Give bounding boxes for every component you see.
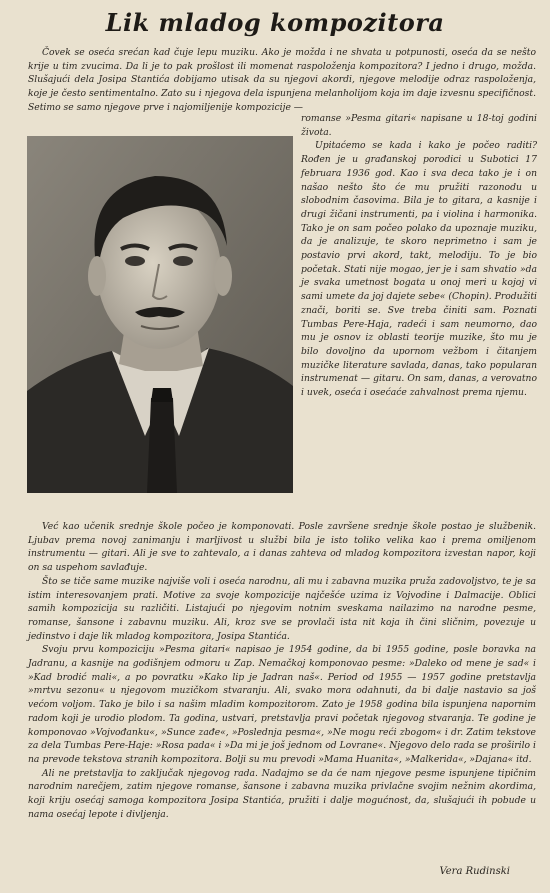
author-signature: Vera Rudinski [439, 866, 510, 877]
right-paragraph-1: romanse »Pesma gitari« napisane u 18-toj godini života. [301, 113, 537, 138]
article-intro [28, 46, 536, 115]
right-column-text [301, 112, 537, 400]
portrait-photo-icon [27, 136, 293, 493]
body-paragraph-2: Što se tiče same muzike najviše voli i oseća narodnu, ali mu i zabavna muzika pruža zadovoljstvo, te je sa istim interesovanjem prati. Motive za svoje kompozicije najčešće uzima iz Vojvodine i Dalmacije. Oblici samih kompozicija su različiti. Listajući po njegovim notnim sveskama nailazimo na narodne pesme, romanse, šansone i zabavnu muziku. Ali, kroz sve se provlači ista nit koja ih čini sličnim, povezuje u jedinstvo i daje lik mladog kompozitora, Josipa Stantića. [28, 575, 536, 642]
article-body [28, 520, 536, 821]
body-paragraph-1: Već kao učenik srednje škole počeo je komponovati. Posle završene srednje škole postao je službenik. Ljubav prema novoj zanimanju i marljivost u službi bila je isto toliko velika kao i prema omiljenom instrumentu — gitari. Ali je sve to zahtevalo, a i danas zahteva od mladog kompozitora izvestan napor, koji on sa uspehom savlađuje. [28, 521, 536, 574]
right-paragraph-2: Upitaćemo se kada i kako je počeo raditi? Rođen je u građanskoj porodici u Subotici 17 februara 1936 god. Kao i sva deca tako je i on našao nešto što će mu pružiti razonodu u slobodnim časovima. Bila je to gitara, a kasnije i drugi žičani instrumenti, pa i violina i harmonika. Tako je on sam počeo polako da upoznaje muziku, da je analizuje, te skoro neprimetno i sam je postavio prvi akord, takt, melodiju. To je bio početak. Stati nije mogao, jer je i sam shvatio »da je svaka umetnost bogata u onoj meri u kojoj vi sami umete da joj dajete sebe« (Chopin). Produžiti znači, boriti se. Sve treba činiti sam. Poznati Tumbas Pere-Haja, radeći i sam neumorno, dao mu je osnov iz oblasti teorije muzike, što mu je bilo dovoljno da upornom vežbom i čitanjem muzičke literature savlada, danas, tako popularan instrumenat — gitaru. On sam, danas, a verovatno i uvek, oseća i osećaće zahvalnost prema njemu. [301, 140, 537, 399]
body-paragraph-3: Svoju prvu kompoziciju »Pesma gitari« napisao je 1954 godine, da bi 1955 godine, posle boravka na Jadranu, a kasnije na godišnjem odmoru u Zap. Nemačkoj komponovao pesme: »Daleko od mene je sad« i »Kad brodić mali«, a po povratku »Kako lip je Jadran naš«. Period od 1955 — 1957 godine pretstavlja »mrtvu sezonu« u njegovom muzičkom stvaranju. Ali, svako mora odahnuti, da bi dalje nastavio sa još većom voljom. Tako je bilo i sa našim mladim kompozitorom. Zato je 1958 godina bila ispunjena napornim radom koji je urodio plodom. Ta godina, ustvari, pretstavlja pravi početak njegovog stvaranja. Te godine je komponovao »Vojvođanku«, »Sunce zađe«, »Poslednja pesma«, »Ne mogu reći zbogom« i dr. Zatim tekstove za dela Tumbas Pere-Haje: »Rosa pada« i »Da mi je još jednom od Lovrane«. Njegovo delo rada se proširilo i na prevode tekstova stranih kompozitora. Bolji su mu prevodi »Mama Huanita«, »Malkerida«, »Dajana« itd. [28, 644, 536, 765]
article-title: Lik mladog kompozitora [105, 8, 445, 37]
portrait-illustration [27, 136, 293, 493]
intro-paragraph: Čovek se oseća srećan kad čuje lepu muziku. Ako je možda i ne shvata u potpunosti, oseća da se nešto krije u tim zvucima. Da li je to pak prošlost ili momenat raspoloženja kompozitora? I jedno i drugo, možda. Slušajući dela Josipa Stantića dobijamo utisak da su njegovi akordi, njegove melodije odraz raspoloženja, koje je često sentimentalno. Zato su i njegova dela ispunjena melanholijom koja im daje izvesnu specifičnost. Setimo se samo njegove prve i najomiljenije kompozicije — [28, 47, 536, 113]
body-paragraph-4: Ali ne pretstavlja to zaključak njegovog rada. Nadajmo se da će nam njegove pesme ispunjene tipičnim narodnim narečjem, zatim njegove romanse, šansone i zabavna muzika privlačne svojim nežnim akordima, koji kriju osećaj samoga kompozitora Josipa Stantića, pružiti i dalje mogućnost, da, slušajući ih pobude u nama osećaj lepote i divljenja. [28, 767, 536, 820]
